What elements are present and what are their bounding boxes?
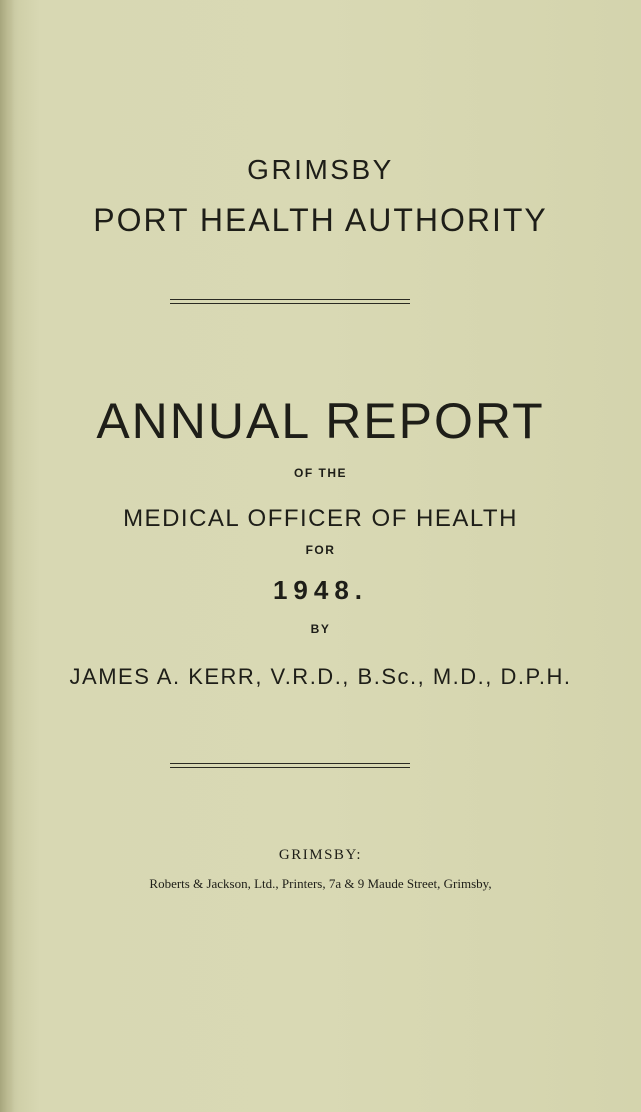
of-the-label: OF THE xyxy=(294,466,347,480)
imprint-printer: Roberts & Jackson, Ltd., Printers, 7a & 9 Maude Street, Grimsby, xyxy=(149,876,492,891)
officer-title: MEDICAL OFFICER OF HEALTH xyxy=(123,505,518,532)
imprint-place: GRIMSBY: xyxy=(278,847,363,863)
report-title: ANNUAL REPORT xyxy=(96,393,545,449)
by-label: BY xyxy=(310,622,331,636)
report-year: 1948. xyxy=(272,575,369,605)
town-heading: GRIMSBY xyxy=(247,154,394,185)
for-label: FOR xyxy=(305,543,336,557)
authority-heading: PORT HEALTH AUTHORITY xyxy=(93,202,548,238)
double-rule-bottom xyxy=(170,763,410,768)
double-rule-top xyxy=(170,299,410,304)
author-name: JAMES A. KERR, V.R.D., B.Sc., M.D., D.P.H. xyxy=(69,664,572,689)
